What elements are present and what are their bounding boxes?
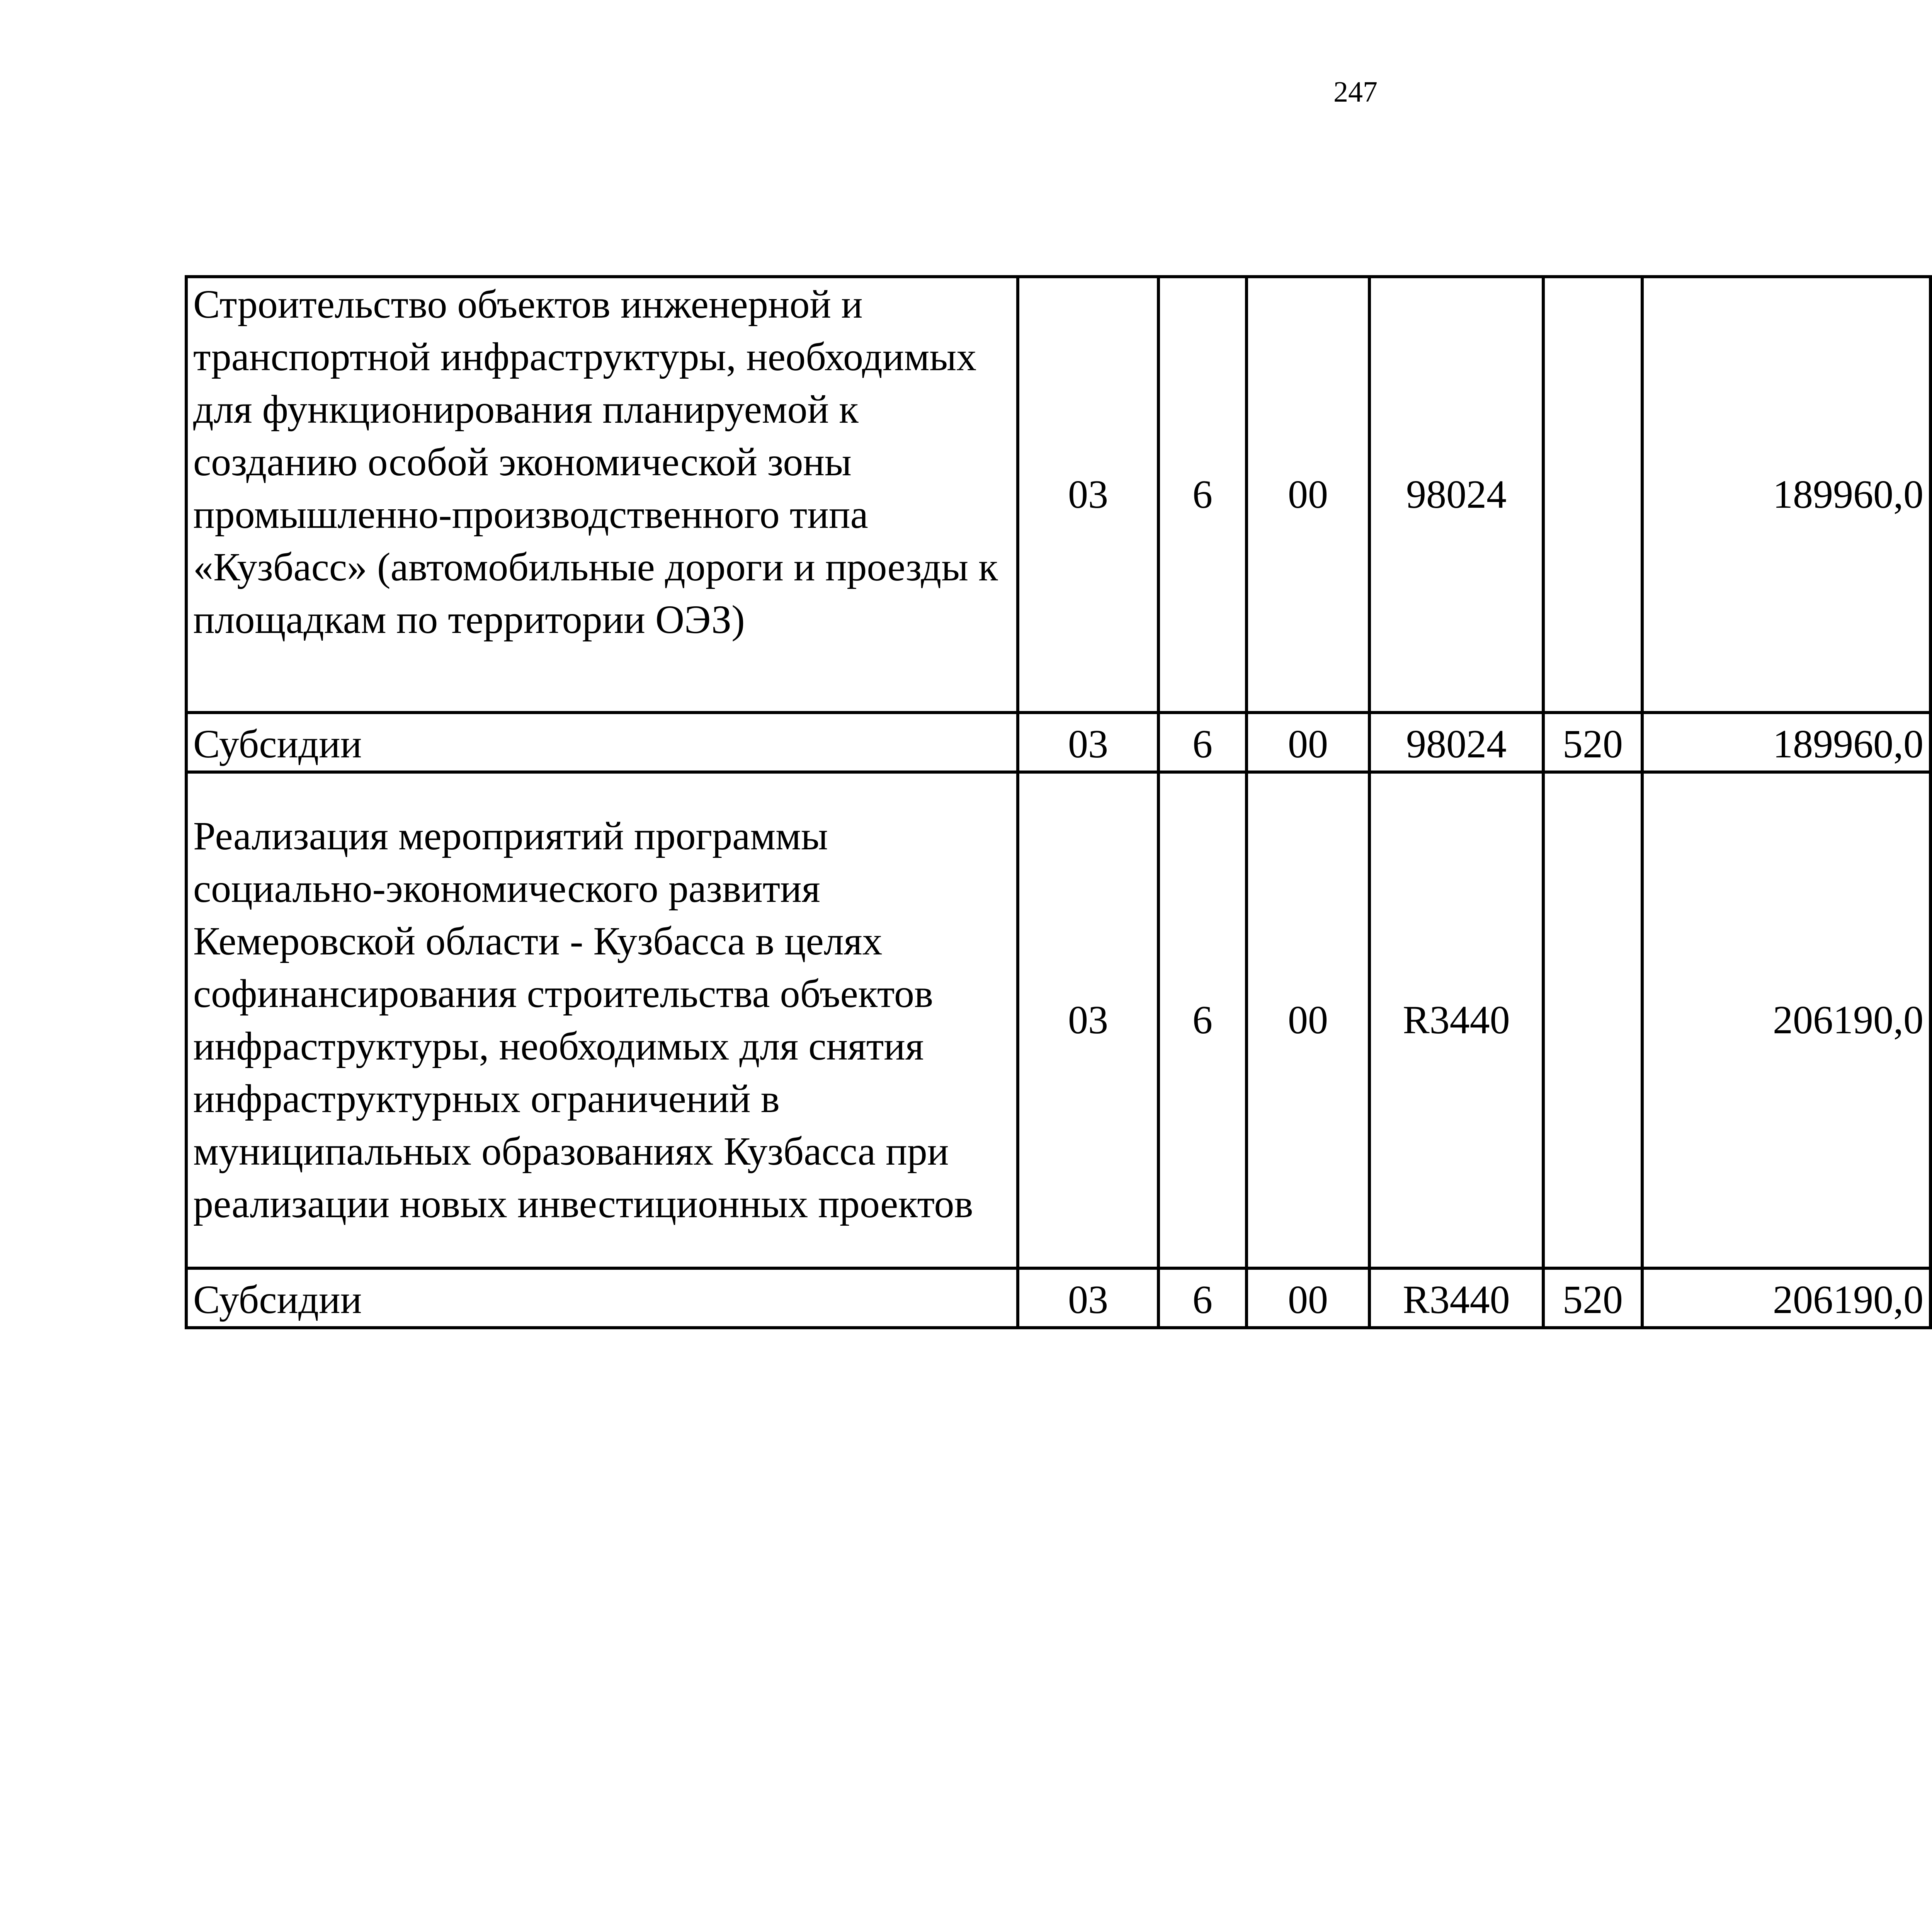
- direction-code: R3440: [1369, 772, 1543, 1268]
- subsection-code: 6: [1158, 772, 1247, 1268]
- amount-1: 189960,0: [1642, 277, 1930, 713]
- direction-code: R3440: [1369, 1268, 1543, 1328]
- page-number: 247: [1333, 76, 1378, 108]
- expense-type-code: 520: [1543, 713, 1642, 772]
- amount-1: 206190,0: [1642, 772, 1930, 1268]
- section-code: 03: [1018, 277, 1158, 713]
- direction-code: 98024: [1369, 713, 1543, 772]
- amount-1: 206190,0: [1642, 1268, 1930, 1328]
- main-event-code: 00: [1247, 772, 1369, 1268]
- direction-code: 98024: [1369, 277, 1543, 713]
- main-event-code: 00: [1247, 713, 1369, 772]
- subsection-code: 6: [1158, 1268, 1247, 1328]
- amount-1: 189960,0: [1642, 713, 1930, 772]
- table-row: [186, 1268, 1932, 1328]
- expense-type-code: [1543, 277, 1642, 713]
- subsection-code: 6: [1158, 713, 1247, 772]
- expense-type-code: [1543, 772, 1642, 1268]
- row-name: Реализация мероприятий программы социально-экономического развития Кемеровской области - Кузбасса в целях софинансирования строительства объектов инфраструктуры, необходимых для снятия инфраструктурных ограничений в муниципальных образованиях Кузбасса при реализации новых инвестиционных проектов: [186, 772, 1018, 1268]
- amount-2: [1930, 713, 1932, 772]
- table-row: [186, 277, 1932, 713]
- expense-type-code: 520: [1543, 1268, 1642, 1328]
- section-code: 03: [1018, 772, 1158, 1268]
- row-name: Строительство объектов инженерной и транспортной инфраструктуры, необходимых для функционирования планируемой к созданию особой экономической зоны промышленно-производственного типа «Кузбасс» (автомобильные дороги и проезды к площадкам по территории ОЭЗ): [186, 277, 1018, 713]
- row-name: Субсидии: [186, 1268, 1018, 1328]
- row-name: Субсидии: [186, 713, 1018, 772]
- subsection-code: 6: [1158, 277, 1247, 713]
- table-row: [186, 772, 1932, 1268]
- main-event-code: 00: [1247, 1268, 1369, 1328]
- amount-2: [1930, 277, 1932, 713]
- main-event-code: 00: [1247, 277, 1369, 713]
- budget-table: [185, 275, 1932, 1329]
- table-row: [186, 713, 1932, 772]
- amount-2: [1930, 1268, 1932, 1328]
- amount-2: [1930, 772, 1932, 1268]
- section-code: 03: [1018, 1268, 1158, 1328]
- section-code: 03: [1018, 713, 1158, 772]
